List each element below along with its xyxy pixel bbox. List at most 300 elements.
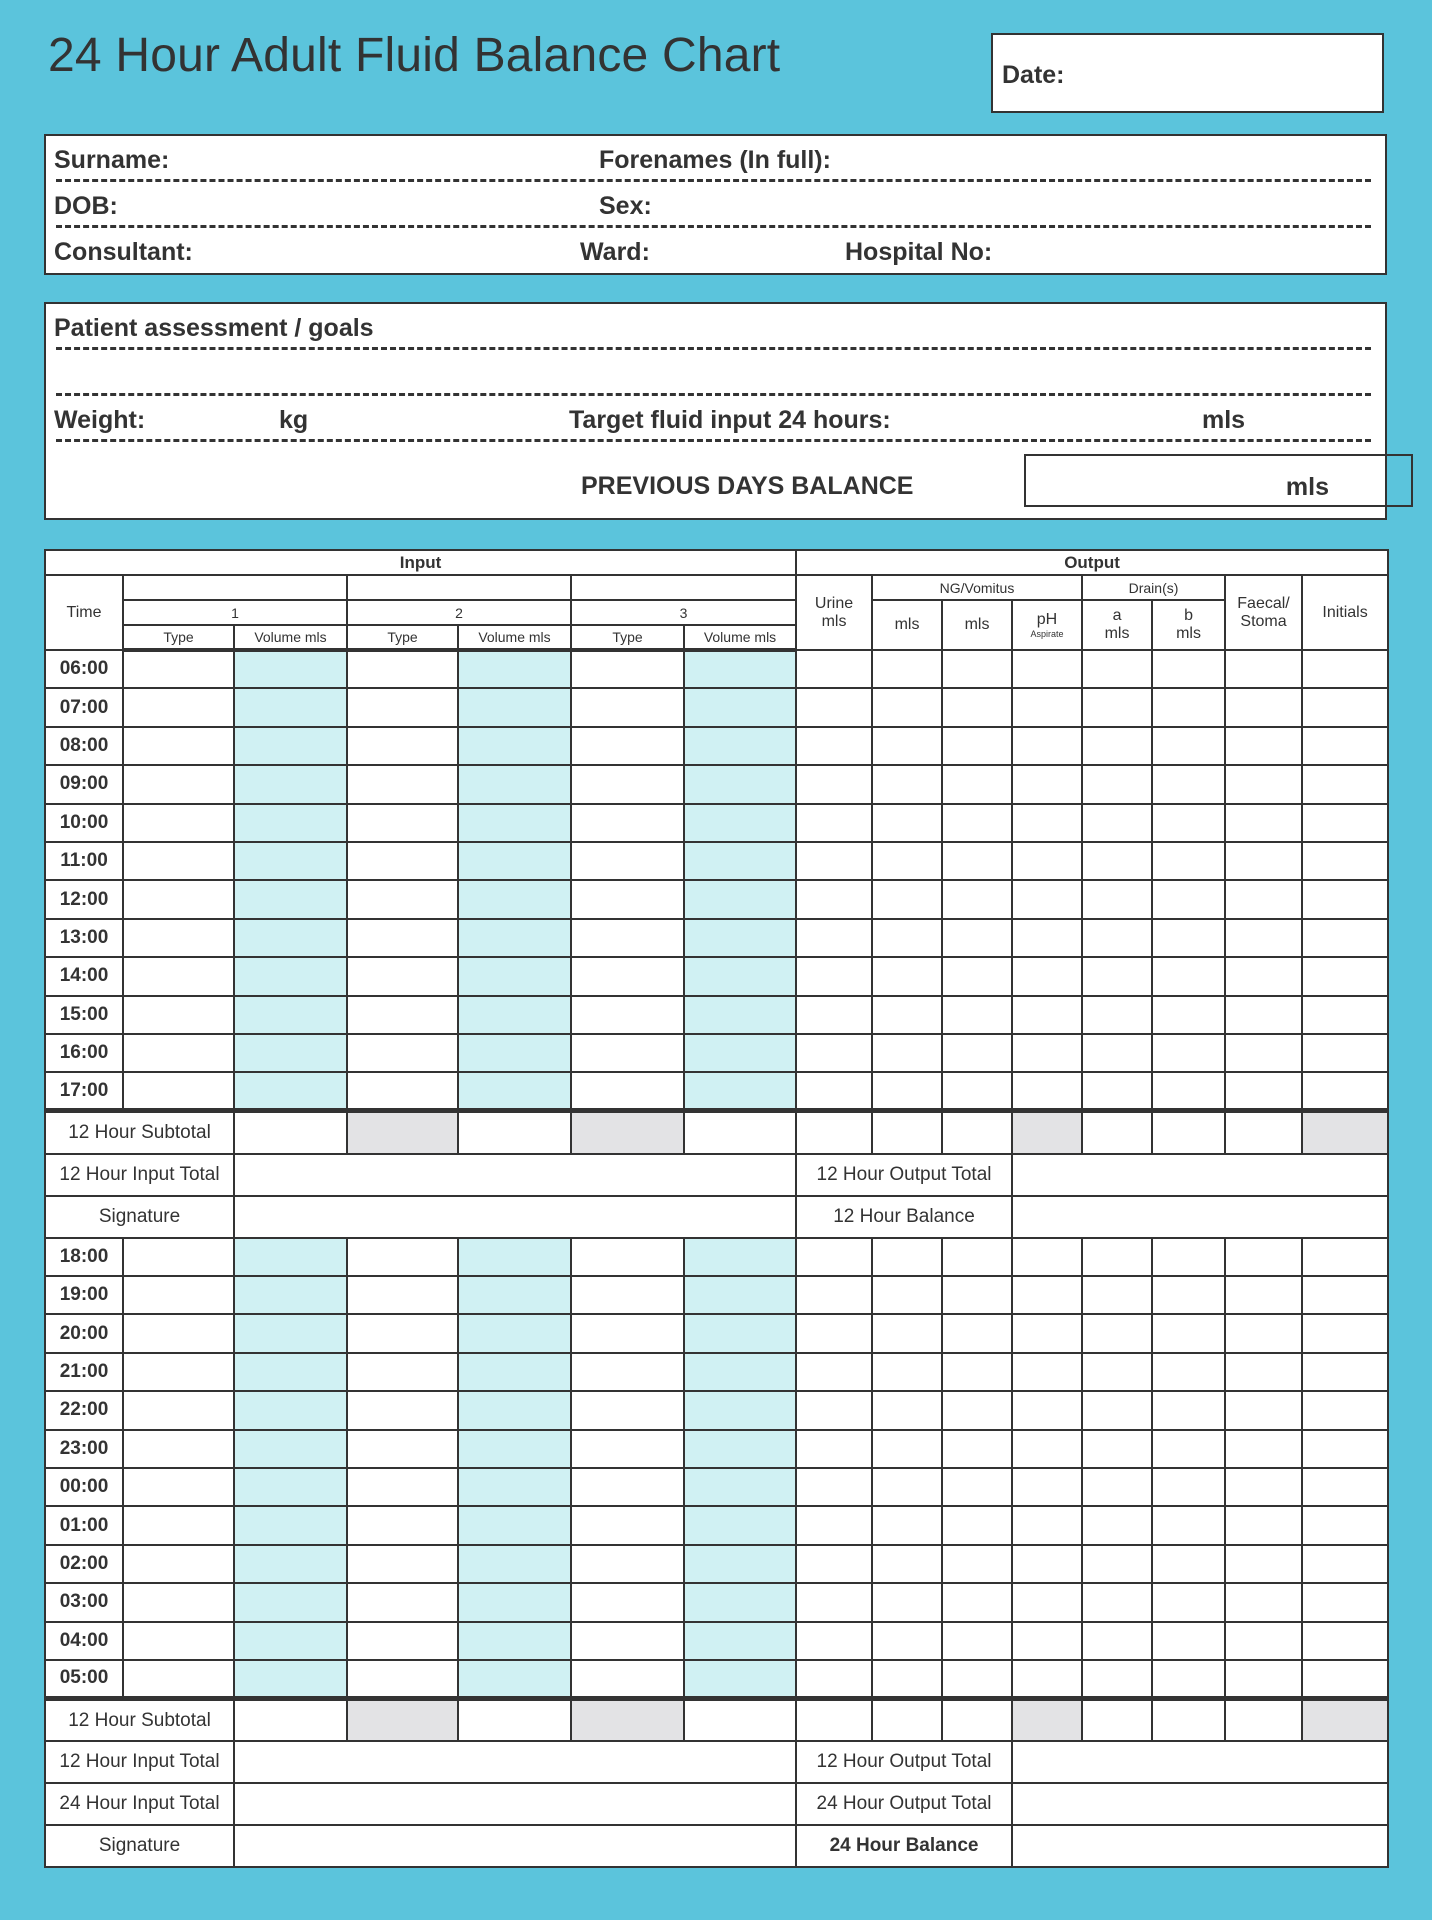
initials-cell[interactable] [1302, 1660, 1388, 1698]
type-1-cell[interactable] [123, 842, 234, 880]
volume-1-cell[interactable] [234, 842, 347, 880]
type-1-cell[interactable] [123, 1034, 234, 1072]
ng-mls-1-cell[interactable] [872, 1506, 942, 1544]
ph-cell[interactable] [1012, 1072, 1082, 1110]
volume-2-cell[interactable] [458, 1034, 571, 1072]
ph-cell[interactable] [1012, 842, 1082, 880]
urine-cell[interactable] [796, 1468, 872, 1506]
faecal-stoma-cell[interactable] [1225, 1583, 1302, 1621]
type-1-cell[interactable] [123, 996, 234, 1034]
ph-cell[interactable] [1012, 804, 1082, 842]
initials-cell[interactable] [1302, 727, 1388, 765]
type-3-cell[interactable] [571, 727, 684, 765]
signature-field-night[interactable] [234, 1825, 796, 1867]
subtotal-ng-2[interactable] [942, 1111, 1012, 1154]
drain-a-cell[interactable] [1082, 996, 1152, 1034]
volume-2-cell[interactable] [458, 1545, 571, 1583]
urine-cell[interactable] [796, 1314, 872, 1352]
ng-mls-1-cell[interactable] [872, 957, 942, 995]
volume-1-cell[interactable] [234, 1314, 347, 1352]
urine-cell[interactable] [796, 1506, 872, 1544]
volume-2-cell[interactable] [458, 1314, 571, 1352]
type-3-cell[interactable] [571, 688, 684, 726]
initials-cell[interactable] [1302, 1430, 1388, 1468]
urine-cell[interactable] [796, 1034, 872, 1072]
urine-cell[interactable] [796, 842, 872, 880]
volume-1-cell[interactable] [234, 1353, 347, 1391]
ng-mls-1-cell[interactable] [872, 1238, 942, 1276]
urine-cell[interactable] [796, 1583, 872, 1621]
type-1-cell[interactable] [123, 727, 234, 765]
initials-cell[interactable] [1302, 765, 1388, 803]
volume-3-cell[interactable] [684, 1034, 796, 1072]
type-2-cell[interactable] [347, 650, 458, 688]
output-total-24-field[interactable] [1012, 1783, 1388, 1825]
urine-cell[interactable] [796, 996, 872, 1034]
ng-mls-1-cell[interactable] [872, 919, 942, 957]
ng-mls-2-cell[interactable] [942, 919, 1012, 957]
ph-cell[interactable] [1012, 919, 1082, 957]
type-3-cell[interactable] [571, 919, 684, 957]
urine-cell[interactable] [796, 1238, 872, 1276]
initials-cell[interactable] [1302, 1238, 1388, 1276]
urine-cell[interactable] [796, 1545, 872, 1583]
volume-3-cell[interactable] [684, 1391, 796, 1429]
ng-mls-1-cell[interactable] [872, 1276, 942, 1314]
volume-3-cell[interactable] [684, 1545, 796, 1583]
volume-3-cell[interactable] [684, 1468, 796, 1506]
type-2-cell[interactable] [347, 1072, 458, 1110]
ng-mls-2-cell[interactable] [942, 1391, 1012, 1429]
type-1-cell[interactable] [123, 1238, 234, 1276]
type-1-cell[interactable] [123, 1622, 234, 1660]
ng-mls-2-cell[interactable] [942, 1072, 1012, 1110]
initials-cell[interactable] [1302, 996, 1388, 1034]
type-3-cell[interactable] [571, 1034, 684, 1072]
volume-1-cell[interactable] [234, 1583, 347, 1621]
volume-1-cell[interactable] [234, 688, 347, 726]
urine-cell[interactable] [796, 650, 872, 688]
drain-b-cell[interactable] [1152, 842, 1225, 880]
volume-1-cell[interactable] [234, 650, 347, 688]
input-total-12-field-night[interactable] [234, 1741, 796, 1783]
faecal-stoma-cell[interactable] [1225, 727, 1302, 765]
drain-b-cell[interactable] [1152, 1583, 1225, 1621]
drain-b-cell[interactable] [1152, 1660, 1225, 1698]
volume-2-cell[interactable] [458, 804, 571, 842]
type-2-cell[interactable] [347, 1391, 458, 1429]
subtotal-faecal[interactable] [1225, 1698, 1302, 1741]
volume-2-cell[interactable] [458, 727, 571, 765]
initials-cell[interactable] [1302, 1034, 1388, 1072]
ng-mls-2-cell[interactable] [942, 1506, 1012, 1544]
ng-mls-1-cell[interactable] [872, 1314, 942, 1352]
ng-mls-2-cell[interactable] [942, 1622, 1012, 1660]
ng-mls-2-cell[interactable] [942, 650, 1012, 688]
subtotal-ng-1[interactable] [872, 1698, 942, 1741]
ng-mls-1-cell[interactable] [872, 996, 942, 1034]
drain-b-cell[interactable] [1152, 996, 1225, 1034]
type-3-cell[interactable] [571, 880, 684, 918]
volume-2-cell[interactable] [458, 1506, 571, 1544]
type-3-cell[interactable] [571, 1506, 684, 1544]
volume-2-cell[interactable] [458, 1353, 571, 1391]
volume-2-cell[interactable] [458, 1391, 571, 1429]
type-2-cell[interactable] [347, 1545, 458, 1583]
volume-3-cell[interactable] [684, 996, 796, 1034]
type-2-cell[interactable] [347, 1238, 458, 1276]
drain-b-cell[interactable] [1152, 688, 1225, 726]
type-1-cell[interactable] [123, 1276, 234, 1314]
initials-cell[interactable] [1302, 919, 1388, 957]
initials-cell[interactable] [1302, 1314, 1388, 1352]
input-total-24-field[interactable] [234, 1783, 796, 1825]
drain-a-cell[interactable] [1082, 1314, 1152, 1352]
faecal-stoma-cell[interactable] [1225, 1430, 1302, 1468]
ph-cell[interactable] [1012, 1506, 1082, 1544]
drain-b-cell[interactable] [1152, 727, 1225, 765]
drain-b-cell[interactable] [1152, 804, 1225, 842]
type-3-cell[interactable] [571, 1622, 684, 1660]
faecal-stoma-cell[interactable] [1225, 1391, 1302, 1429]
ph-cell[interactable] [1012, 1660, 1082, 1698]
ng-mls-1-cell[interactable] [872, 1660, 942, 1698]
faecal-stoma-cell[interactable] [1225, 1622, 1302, 1660]
type-1-cell[interactable] [123, 1391, 234, 1429]
volume-1-cell[interactable] [234, 1034, 347, 1072]
type-1-cell[interactable] [123, 804, 234, 842]
ph-cell[interactable] [1012, 1276, 1082, 1314]
type-3-cell[interactable] [571, 1238, 684, 1276]
type-1-cell[interactable] [123, 880, 234, 918]
ng-mls-1-cell[interactable] [872, 1430, 942, 1468]
initials-cell[interactable] [1302, 1276, 1388, 1314]
initials-cell[interactable] [1302, 650, 1388, 688]
type-2-cell[interactable] [347, 727, 458, 765]
type-3-cell[interactable] [571, 650, 684, 688]
type-1-cell[interactable] [123, 1314, 234, 1352]
volume-2-cell[interactable] [458, 1238, 571, 1276]
type-1-cell[interactable] [123, 1353, 234, 1391]
faecal-stoma-cell[interactable] [1225, 765, 1302, 803]
ph-cell[interactable] [1012, 688, 1082, 726]
drain-a-cell[interactable] [1082, 1276, 1152, 1314]
ng-mls-1-cell[interactable] [872, 1353, 942, 1391]
type-3-cell[interactable] [571, 1391, 684, 1429]
volume-3-cell[interactable] [684, 1622, 796, 1660]
ng-mls-1-cell[interactable] [872, 1545, 942, 1583]
volume-2-cell[interactable] [458, 996, 571, 1034]
volume-3-cell[interactable] [684, 1353, 796, 1391]
urine-cell[interactable] [796, 1430, 872, 1468]
ng-mls-1-cell[interactable] [872, 1468, 942, 1506]
drain-a-cell[interactable] [1082, 919, 1152, 957]
volume-3-cell[interactable] [684, 765, 796, 803]
drain-a-cell[interactable] [1082, 1468, 1152, 1506]
type-2-cell[interactable] [347, 880, 458, 918]
subtotal-volume-3[interactable] [684, 1698, 796, 1741]
drain-b-cell[interactable] [1152, 1276, 1225, 1314]
type-2-cell[interactable] [347, 804, 458, 842]
drain-a-cell[interactable] [1082, 688, 1152, 726]
drain-b-cell[interactable] [1152, 919, 1225, 957]
volume-3-cell[interactable] [684, 880, 796, 918]
type-2-cell[interactable] [347, 1468, 458, 1506]
urine-cell[interactable] [796, 919, 872, 957]
faecal-stoma-cell[interactable] [1225, 650, 1302, 688]
volume-1-cell[interactable] [234, 957, 347, 995]
volume-3-cell[interactable] [684, 1583, 796, 1621]
subtotal-ng-1[interactable] [872, 1111, 942, 1154]
type-3-cell[interactable] [571, 1583, 684, 1621]
type-2-cell[interactable] [347, 1276, 458, 1314]
drain-b-cell[interactable] [1152, 957, 1225, 995]
ph-cell[interactable] [1012, 1430, 1082, 1468]
urine-cell[interactable] [796, 688, 872, 726]
volume-3-cell[interactable] [684, 804, 796, 842]
type-2-cell[interactable] [347, 1660, 458, 1698]
volume-1-cell[interactable] [234, 996, 347, 1034]
volume-1-cell[interactable] [234, 1391, 347, 1429]
ng-mls-2-cell[interactable] [942, 957, 1012, 995]
faecal-stoma-cell[interactable] [1225, 1314, 1302, 1352]
drain-a-cell[interactable] [1082, 727, 1152, 765]
faecal-stoma-cell[interactable] [1225, 1276, 1302, 1314]
ng-mls-1-cell[interactable] [872, 880, 942, 918]
ph-cell[interactable] [1012, 1468, 1082, 1506]
faecal-stoma-cell[interactable] [1225, 1660, 1302, 1698]
volume-3-cell[interactable] [684, 727, 796, 765]
volume-1-cell[interactable] [234, 765, 347, 803]
initials-cell[interactable] [1302, 1622, 1388, 1660]
ng-mls-2-cell[interactable] [942, 765, 1012, 803]
ng-mls-1-cell[interactable] [872, 1391, 942, 1429]
drain-b-cell[interactable] [1152, 1034, 1225, 1072]
faecal-stoma-cell[interactable] [1225, 1238, 1302, 1276]
balance-24-field[interactable] [1012, 1825, 1388, 1867]
volume-2-cell[interactable] [458, 957, 571, 995]
initials-cell[interactable] [1302, 804, 1388, 842]
initials-cell[interactable] [1302, 688, 1388, 726]
ph-cell[interactable] [1012, 1583, 1082, 1621]
drain-b-cell[interactable] [1152, 1506, 1225, 1544]
type-3-cell[interactable] [571, 1353, 684, 1391]
drain-a-cell[interactable] [1082, 1238, 1152, 1276]
drain-b-cell[interactable] [1152, 1072, 1225, 1110]
output-total-12-field-day[interactable] [1012, 1154, 1388, 1196]
type-1-cell[interactable] [123, 1072, 234, 1110]
date-field[interactable] [991, 33, 1384, 113]
volume-3-cell[interactable] [684, 1276, 796, 1314]
type-1-cell[interactable] [123, 765, 234, 803]
type-3-cell[interactable] [571, 1545, 684, 1583]
ph-cell[interactable] [1012, 1238, 1082, 1276]
volume-1-cell[interactable] [234, 1660, 347, 1698]
type-2-cell[interactable] [347, 765, 458, 803]
volume-1-cell[interactable] [234, 1622, 347, 1660]
volume-1-cell[interactable] [234, 804, 347, 842]
input-total-12-field-day[interactable] [234, 1154, 796, 1196]
subtotal-faecal[interactable] [1225, 1111, 1302, 1154]
ng-mls-2-cell[interactable] [942, 1276, 1012, 1314]
subtotal-drain-a[interactable] [1082, 1111, 1152, 1154]
faecal-stoma-cell[interactable] [1225, 842, 1302, 880]
type-2-cell[interactable] [347, 842, 458, 880]
ng-mls-2-cell[interactable] [942, 1314, 1012, 1352]
type-3-cell[interactable] [571, 804, 684, 842]
initials-cell[interactable] [1302, 1506, 1388, 1544]
type-1-cell[interactable] [123, 1430, 234, 1468]
volume-3-cell[interactable] [684, 1072, 796, 1110]
faecal-stoma-cell[interactable] [1225, 880, 1302, 918]
faecal-stoma-cell[interactable] [1225, 996, 1302, 1034]
type-1-cell[interactable] [123, 919, 234, 957]
type-2-cell[interactable] [347, 688, 458, 726]
ng-mls-1-cell[interactable] [872, 804, 942, 842]
ng-mls-1-cell[interactable] [872, 1034, 942, 1072]
ng-mls-1-cell[interactable] [872, 1072, 942, 1110]
ph-cell[interactable] [1012, 1622, 1082, 1660]
volume-2-cell[interactable] [458, 919, 571, 957]
type-1-cell[interactable] [123, 650, 234, 688]
ng-mls-2-cell[interactable] [942, 880, 1012, 918]
subtotal-ng-2[interactable] [942, 1698, 1012, 1741]
drain-b-cell[interactable] [1152, 1622, 1225, 1660]
type-3-cell[interactable] [571, 1072, 684, 1110]
initials-cell[interactable] [1302, 1468, 1388, 1506]
faecal-stoma-cell[interactable] [1225, 1072, 1302, 1110]
ng-mls-2-cell[interactable] [942, 1238, 1012, 1276]
ph-cell[interactable] [1012, 1391, 1082, 1429]
drain-b-cell[interactable] [1152, 765, 1225, 803]
drain-a-cell[interactable] [1082, 880, 1152, 918]
type-3-cell[interactable] [571, 1314, 684, 1352]
initials-cell[interactable] [1302, 842, 1388, 880]
ng-mls-2-cell[interactable] [942, 727, 1012, 765]
drain-a-cell[interactable] [1082, 1660, 1152, 1698]
type-1-cell[interactable] [123, 1506, 234, 1544]
volume-1-cell[interactable] [234, 1238, 347, 1276]
ph-cell[interactable] [1012, 727, 1082, 765]
initials-cell[interactable] [1302, 1072, 1388, 1110]
type-3-cell[interactable] [571, 996, 684, 1034]
volume-2-cell[interactable] [458, 1622, 571, 1660]
drain-a-cell[interactable] [1082, 765, 1152, 803]
ng-mls-2-cell[interactable] [942, 1660, 1012, 1698]
subtotal-volume-2[interactable] [458, 1111, 571, 1154]
drain-b-cell[interactable] [1152, 1314, 1225, 1352]
type-3-cell[interactable] [571, 1660, 684, 1698]
subtotal-urine[interactable] [796, 1111, 872, 1154]
subtotal-drain-b[interactable] [1152, 1698, 1225, 1741]
volume-1-cell[interactable] [234, 919, 347, 957]
ph-cell[interactable] [1012, 957, 1082, 995]
volume-2-cell[interactable] [458, 1468, 571, 1506]
type-1-cell[interactable] [123, 688, 234, 726]
drain-a-cell[interactable] [1082, 804, 1152, 842]
previous-balance-field[interactable] [1024, 454, 1413, 507]
ng-mls-2-cell[interactable] [942, 804, 1012, 842]
type-2-cell[interactable] [347, 919, 458, 957]
balance-12-field[interactable] [1012, 1196, 1388, 1238]
drain-a-cell[interactable] [1082, 1583, 1152, 1621]
faecal-stoma-cell[interactable] [1225, 919, 1302, 957]
type-1-cell[interactable] [123, 1583, 234, 1621]
type-2-cell[interactable] [347, 1430, 458, 1468]
volume-1-cell[interactable] [234, 1072, 347, 1110]
faecal-stoma-cell[interactable] [1225, 688, 1302, 726]
drain-b-cell[interactable] [1152, 1238, 1225, 1276]
urine-cell[interactable] [796, 1072, 872, 1110]
ph-cell[interactable] [1012, 1314, 1082, 1352]
type-2-cell[interactable] [347, 1583, 458, 1621]
subtotal-volume-2[interactable] [458, 1698, 571, 1741]
initials-cell[interactable] [1302, 1353, 1388, 1391]
ng-mls-1-cell[interactable] [872, 765, 942, 803]
urine-cell[interactable] [796, 765, 872, 803]
faecal-stoma-cell[interactable] [1225, 1353, 1302, 1391]
volume-2-cell[interactable] [458, 880, 571, 918]
ng-mls-2-cell[interactable] [942, 996, 1012, 1034]
urine-cell[interactable] [796, 1622, 872, 1660]
volume-2-cell[interactable] [458, 650, 571, 688]
type-2-cell[interactable] [347, 1622, 458, 1660]
volume-2-cell[interactable] [458, 1072, 571, 1110]
type-2-cell[interactable] [347, 1506, 458, 1544]
faecal-stoma-cell[interactable] [1225, 957, 1302, 995]
drain-b-cell[interactable] [1152, 880, 1225, 918]
type-3-cell[interactable] [571, 842, 684, 880]
faecal-stoma-cell[interactable] [1225, 1545, 1302, 1583]
signature-field-day[interactable] [234, 1196, 796, 1238]
initials-cell[interactable] [1302, 957, 1388, 995]
ph-cell[interactable] [1012, 1545, 1082, 1583]
volume-2-cell[interactable] [458, 765, 571, 803]
volume-2-cell[interactable] [458, 842, 571, 880]
volume-1-cell[interactable] [234, 1506, 347, 1544]
ng-mls-1-cell[interactable] [872, 1622, 942, 1660]
drain-a-cell[interactable] [1082, 1034, 1152, 1072]
subtotal-drain-a[interactable] [1082, 1698, 1152, 1741]
urine-cell[interactable] [796, 1276, 872, 1314]
volume-1-cell[interactable] [234, 1468, 347, 1506]
subtotal-volume-3[interactable] [684, 1111, 796, 1154]
faecal-stoma-cell[interactable] [1225, 1468, 1302, 1506]
ng-mls-2-cell[interactable] [942, 1034, 1012, 1072]
drain-a-cell[interactable] [1082, 650, 1152, 688]
subtotal-drain-b[interactable] [1152, 1111, 1225, 1154]
volume-1-cell[interactable] [234, 727, 347, 765]
drain-a-cell[interactable] [1082, 842, 1152, 880]
urine-cell[interactable] [796, 1353, 872, 1391]
faecal-stoma-cell[interactable] [1225, 1034, 1302, 1072]
ng-mls-1-cell[interactable] [872, 842, 942, 880]
drain-a-cell[interactable] [1082, 1072, 1152, 1110]
ng-mls-2-cell[interactable] [942, 1545, 1012, 1583]
drain-a-cell[interactable] [1082, 1622, 1152, 1660]
volume-1-cell[interactable] [234, 880, 347, 918]
volume-3-cell[interactable] [684, 1430, 796, 1468]
type-2-cell[interactable] [347, 1314, 458, 1352]
ph-cell[interactable] [1012, 765, 1082, 803]
volume-3-cell[interactable] [684, 957, 796, 995]
drain-a-cell[interactable] [1082, 1391, 1152, 1429]
volume-2-cell[interactable] [458, 1660, 571, 1698]
ng-mls-1-cell[interactable] [872, 650, 942, 688]
ph-cell[interactable] [1012, 1353, 1082, 1391]
faecal-stoma-cell[interactable] [1225, 804, 1302, 842]
drain-b-cell[interactable] [1152, 1430, 1225, 1468]
